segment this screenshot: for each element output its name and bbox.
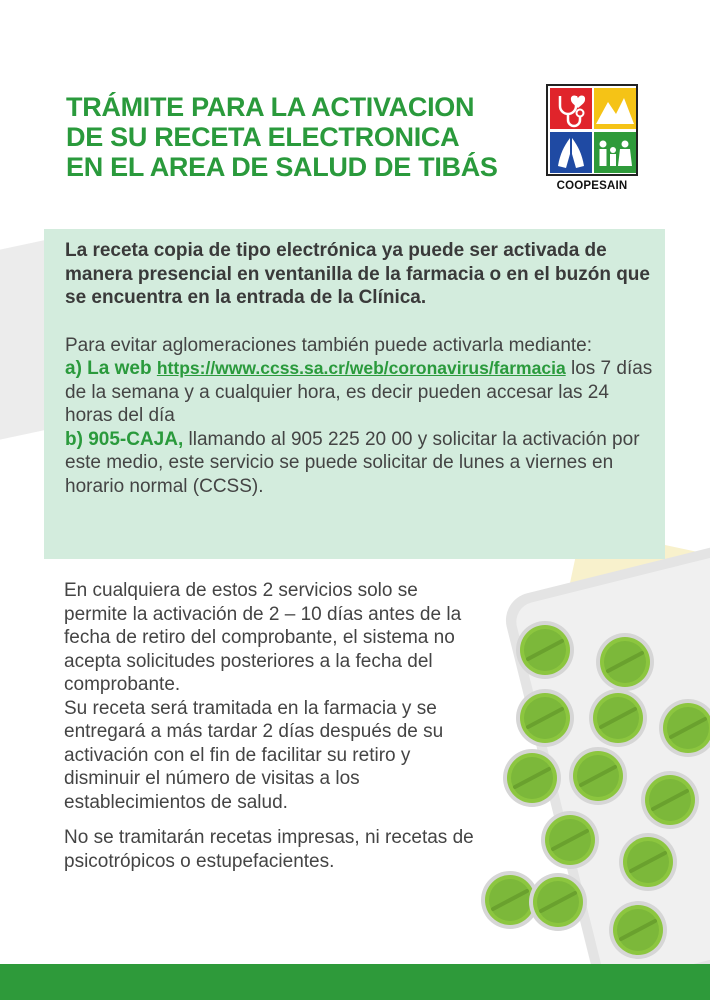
stethoscope-heart-icon — [550, 88, 592, 129]
info-lead-text: La receta copia de tipo electrónica ya puede ser activada de manera presencial en ventanilla de la farmacia o en el buzón que se encuentra en la entrada de la Clínica. — [65, 240, 650, 308]
info-box — [44, 229, 665, 559]
pills-illustration — [470, 600, 710, 960]
title-line-2: DE SU RECETA ELECTRONICA — [66, 122, 460, 152]
title-line-3: EN EL AREA DE SALUD DE TIBÁS — [66, 152, 498, 182]
option-b-label: b) 905-CAJA, — [65, 428, 184, 450]
pill-icon — [503, 749, 561, 807]
pill-icon — [596, 633, 654, 691]
title-line-1: TRÁMITE PARA LA ACTIVACION — [66, 92, 475, 122]
page-title — [66, 92, 536, 182]
pill-icon — [516, 689, 574, 747]
pill-icon — [641, 771, 699, 829]
praying-hands-icon — [550, 132, 592, 173]
pill-icon — [659, 699, 710, 757]
footer-bar — [0, 964, 710, 1000]
ccss-web-link[interactable]: https://www.ccss.sa.cr/web/coronavirus/farmacia — [156, 358, 566, 378]
info-intro-text: Para evitar aglomeraciones también puede activarla mediante: — [65, 334, 593, 356]
pill-icon — [516, 621, 574, 679]
logo-text: COOPESAIN — [556, 180, 628, 192]
pill-icon — [609, 901, 667, 959]
option-a-label: a) La web — [65, 358, 152, 379]
pill-icon — [569, 747, 627, 805]
option-b — [65, 428, 655, 499]
body-paragraph-3: No se tramitarán recetas impresas, ni recetas de psicotrópicos o estupefacientes. — [64, 827, 474, 872]
coopesain-logo — [546, 84, 638, 200]
option-a — [65, 357, 655, 428]
body-paragraph-2: Su receta será tramitada en la farmacia y se entregará a más tardar 2 días después de su activación con el fin de facilitar su retiro y disminuir el número de visitas a los establecimientos de salud. — [64, 697, 444, 813]
info-box-content — [65, 239, 655, 498]
body-text — [64, 579, 474, 873]
body-paragraph-1: En cualquiera de estos 2 servicios solo se permite la activación de 2 – 10 días antes de la fecha de retiro del comprobante, el sistema no acepta solicitudes posteriores a la fecha del comprobante. — [64, 580, 462, 695]
pill-icon — [619, 833, 677, 891]
pill-icon — [529, 873, 587, 931]
pill-icon — [589, 689, 647, 747]
mountains-icon — [594, 88, 636, 129]
family-icon — [594, 132, 636, 173]
option-b-text: llamando al 905 225 20 00 y solicitar la activación por este medio, este servicio se puede solicitar de lunes a viernes en horario normal (CCSS). — [65, 428, 640, 497]
logo-grid — [546, 84, 638, 176]
option-a-text: los 7 días de la semana y a cualquier hora, es decir pueden accesar las 24 horas del día — [65, 358, 653, 426]
pill-icon — [541, 811, 599, 869]
